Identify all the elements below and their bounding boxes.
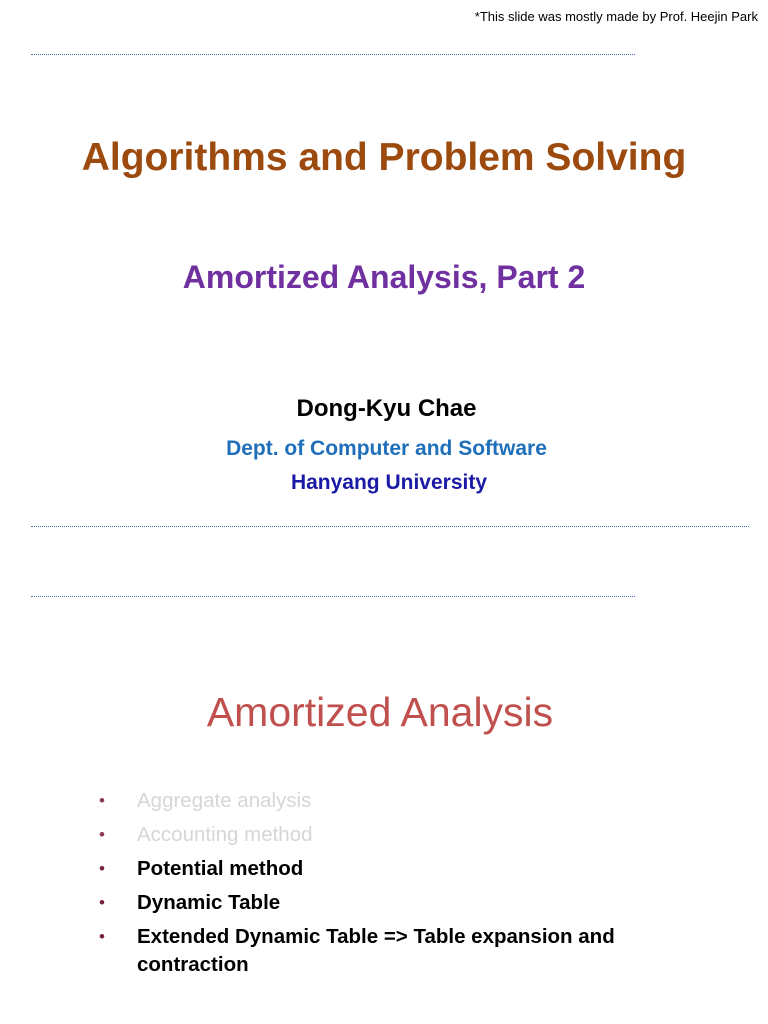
author-name: Dong-Kyu Chae: [296, 395, 477, 422]
dotted-divider-top: [31, 54, 635, 55]
bullet-icon: •: [99, 791, 105, 810]
bullet-icon: •: [99, 859, 105, 878]
list-item: [96, 889, 716, 917]
topic-list: [96, 787, 716, 985]
list-item: [96, 923, 716, 979]
list-item: [96, 821, 716, 849]
university-name: Hanyang University: [290, 471, 488, 494]
bullet-icon: •: [99, 927, 105, 946]
list-item: [96, 855, 716, 883]
list-item: [96, 787, 716, 815]
list-item-text: Extended Dynamic Table => Table expansion and contraction: [137, 925, 615, 976]
bullet-icon: •: [99, 825, 105, 844]
list-item-text: Accounting method: [137, 823, 313, 846]
list-item-text: Aggregate analysis: [137, 789, 312, 812]
slide-title: Algorithms and Problem Solving: [81, 136, 687, 179]
department-name: Dept. of Computer and Software: [226, 437, 547, 460]
bullet-icon: •: [99, 893, 105, 912]
slide-subtitle: Amortized Analysis, Part 2: [182, 259, 586, 295]
dotted-divider-slide-end: [31, 526, 749, 527]
list-item-text: Dynamic Table: [137, 891, 281, 914]
section-title: Amortized Analysis: [206, 689, 554, 735]
attribution-note: *This slide was mostly made by Prof. Heejin Park: [474, 9, 758, 24]
list-item-text: Potential method: [137, 857, 304, 880]
dotted-divider-slide2-top: [31, 596, 635, 597]
